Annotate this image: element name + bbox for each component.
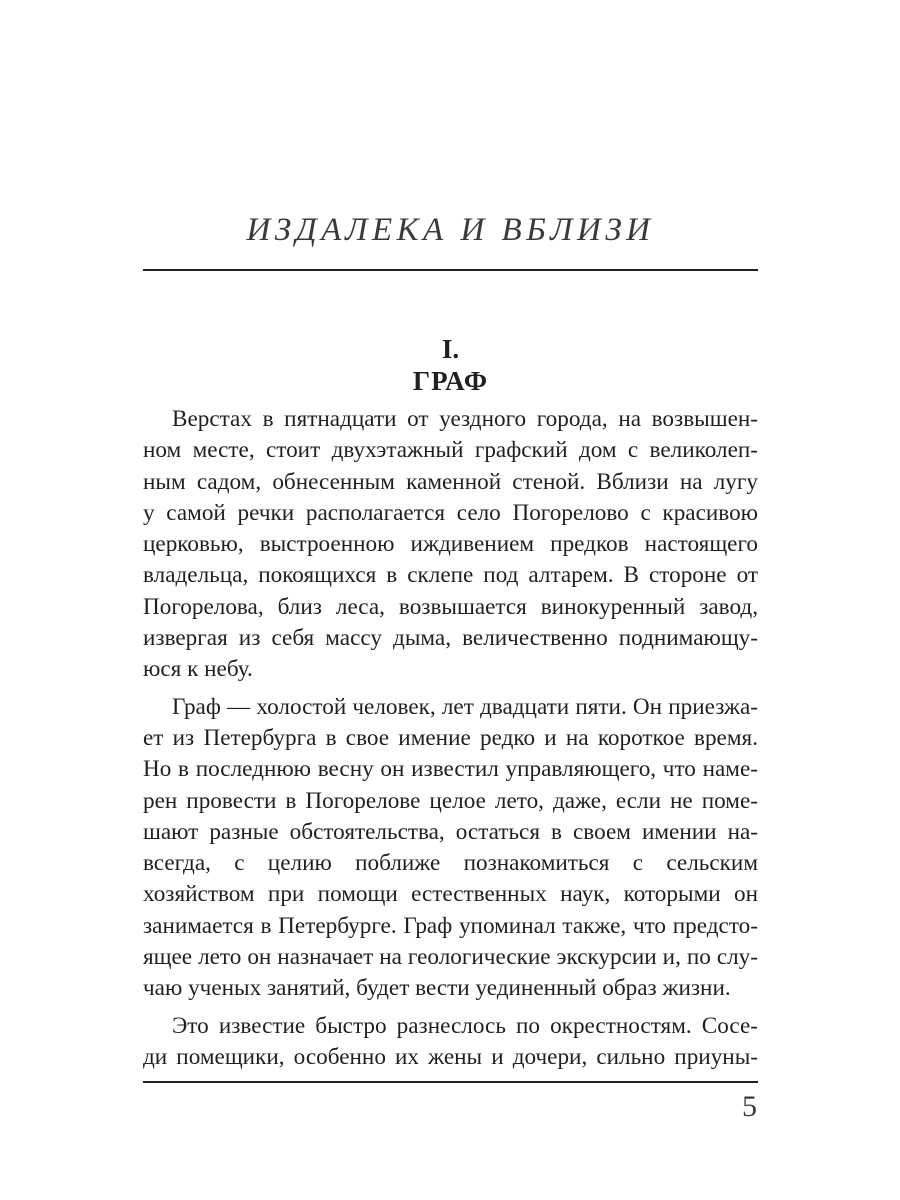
text-line: владельца, покоящихся в склепе под алтарем. В стороне от xyxy=(143,562,758,589)
text-line: Но в последнюю весну он известил управляющего, что наме- xyxy=(143,756,758,783)
page-number: 5 xyxy=(742,1090,757,1123)
text-line: хозяйством при помощи естественных наук, которыми он xyxy=(143,881,758,908)
text-line: юся к небу. xyxy=(143,656,253,683)
text-line: чаю ученых занятий, будет вести уединенный образ жизни. xyxy=(143,975,731,1002)
text-line: извергая из себя массу дыма, величественно поднимающу- xyxy=(143,625,758,652)
book-title: ИЗДАЛЕКА И ВБЛИЗИ xyxy=(246,212,655,248)
paragraph xyxy=(143,692,758,1005)
text-line: ящее лето он назначает на геологические экскурсии и, по слу- xyxy=(143,944,758,971)
text-line: занимается в Петербурге. Граф упоминал также, что предсто- xyxy=(143,912,758,939)
body-text xyxy=(143,404,758,1073)
text-line: ет из Петербурга в свое имение редко и на короткое время. xyxy=(143,724,758,751)
text-line: Верстах в пятнадцати от уездного города, на возвышен- xyxy=(172,406,758,432)
text-line: ным садом, обнесенным каменной стеной. Вблизи на лугу xyxy=(143,468,758,495)
header-rule xyxy=(143,269,758,271)
text-line: церковью, выстроенною иждивением предков настоящего xyxy=(143,531,758,558)
text-line: Это известие быстро разнеслось по окрестностям. Сосе- xyxy=(172,1012,758,1039)
text-line: всегда, с целию поближе познакомиться с сельским xyxy=(143,850,758,877)
footer-rule xyxy=(143,1081,758,1083)
text-line: Погорелова, близ леса, возвышается винокуренный завод, xyxy=(143,593,758,620)
chapter-title: ГРАФ xyxy=(412,366,489,396)
text-line: шают разные обстоятельства, остаться в своем имении на- xyxy=(143,818,758,845)
text-line: ди помещики, особенно их жены и дочери, сильно приуны- xyxy=(143,1043,758,1070)
paragraph xyxy=(143,1011,758,1074)
text-line: Граф — холостой человек, лет двадцати пяти. Он приезжа- xyxy=(172,693,758,720)
text-line: ном месте, стоит двухэтажный графский дом с великолеп- xyxy=(143,437,758,464)
text-line: рен провести в Погорелове целое лето, даже, если не поме- xyxy=(143,787,758,814)
text-line: у самой речки располагается село Погорелово с красивою xyxy=(143,499,758,526)
chapter-number: I. xyxy=(441,334,460,364)
paragraph xyxy=(143,404,758,686)
